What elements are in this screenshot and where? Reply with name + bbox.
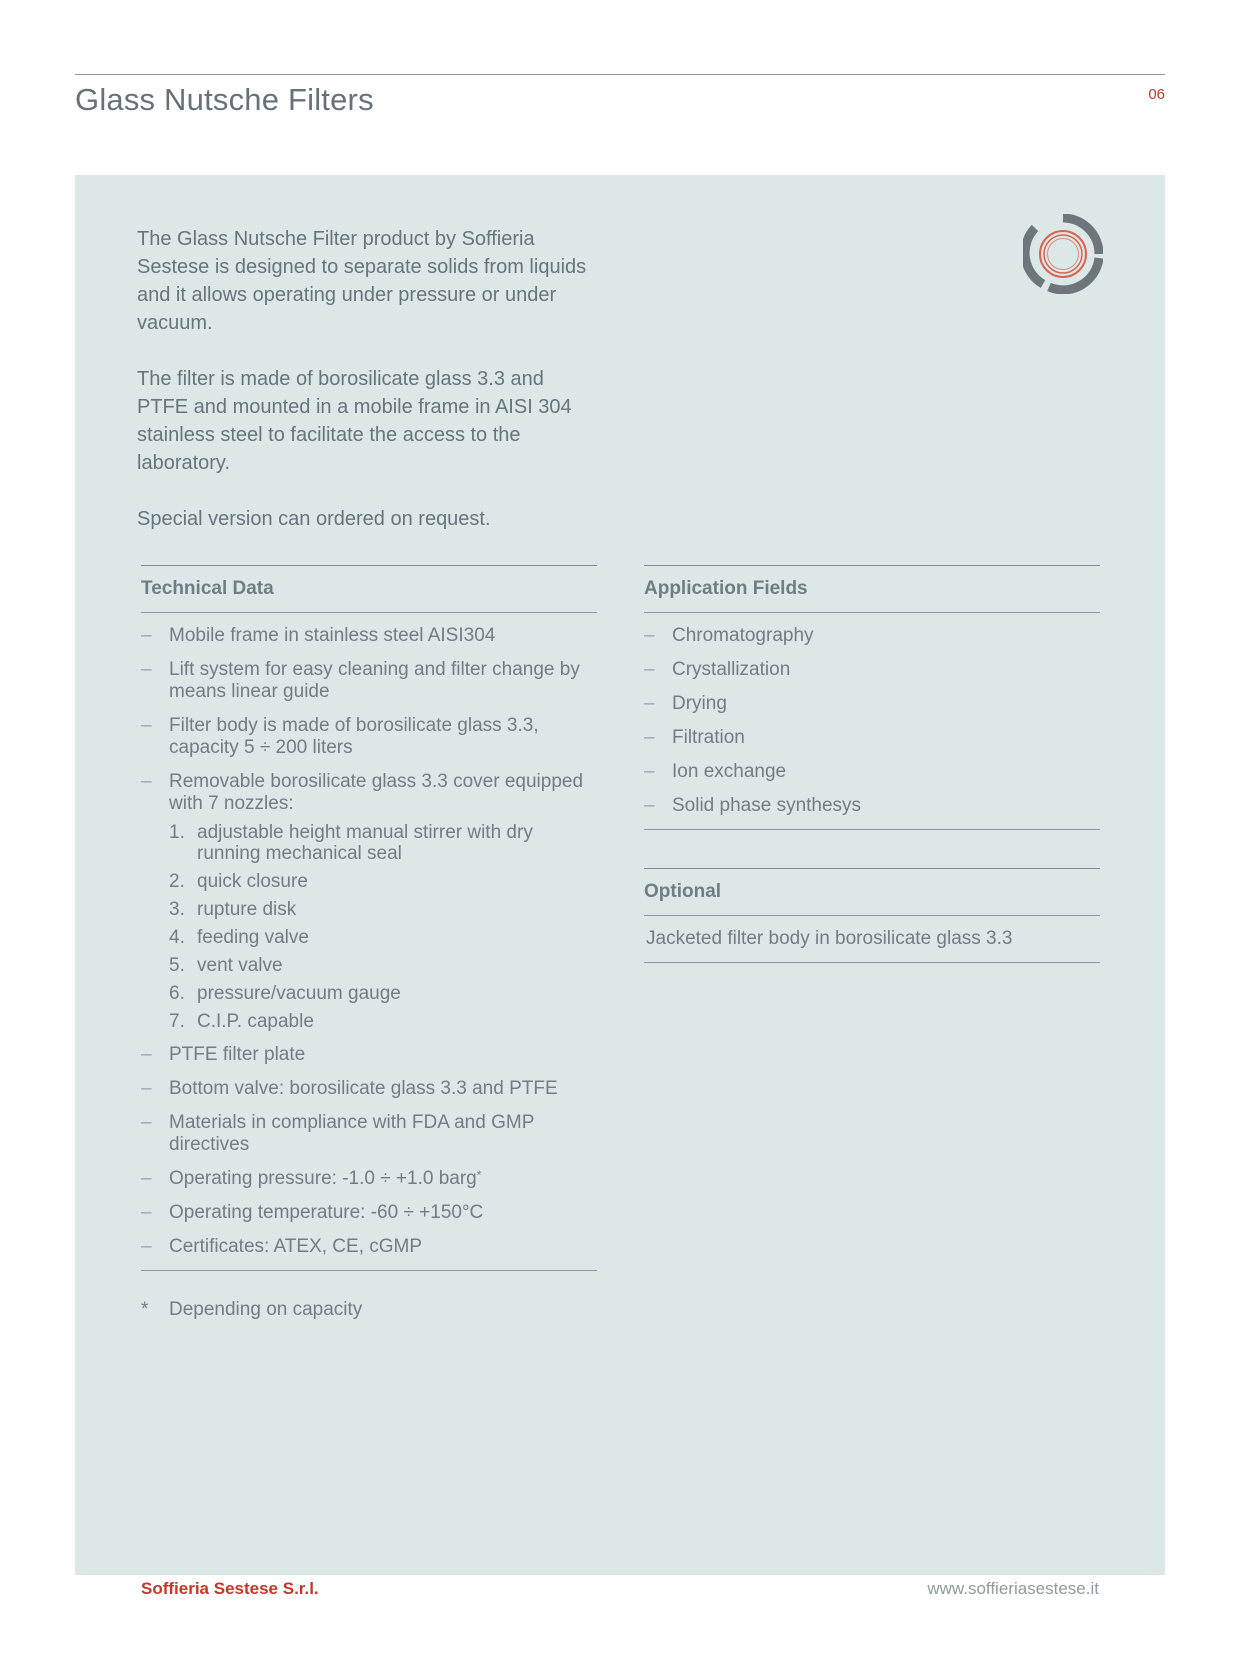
nozzle-text: quick closure <box>197 871 308 892</box>
nozzle-text: rupture disk <box>197 899 297 920</box>
page-title: Glass Nutsche Filters <box>75 82 374 117</box>
footnote <box>141 1299 597 1321</box>
list-item <box>141 1202 597 1224</box>
nozzle-item <box>169 1011 597 1032</box>
footnote-marker: * <box>476 1168 482 1182</box>
nozzle-item <box>169 899 597 920</box>
header-rule <box>75 74 1165 75</box>
nozzle-text: pressure/vacuum gauge <box>197 983 401 1004</box>
technical-data-list <box>141 613 597 1271</box>
nozzle-item <box>169 822 597 864</box>
list-item <box>644 659 1100 681</box>
dash-bullet: – <box>141 1168 152 1189</box>
list-item <box>141 715 597 759</box>
dash-bullet: – <box>644 795 655 816</box>
item-text: Filtration <box>672 727 745 748</box>
dash-bullet: – <box>141 1044 152 1065</box>
list-item <box>141 659 597 703</box>
technical-data-heading: Technical Data <box>141 565 597 613</box>
page-number: 06 <box>1148 86 1165 103</box>
dash-bullet: – <box>644 727 655 748</box>
item-text: Drying <box>672 693 727 714</box>
nozzle-number: 1. <box>169 822 185 843</box>
list-item <box>644 625 1100 647</box>
nozzle-item <box>169 871 597 892</box>
dash-bullet: – <box>141 625 152 646</box>
footnote-text: Depending on capacity <box>169 1299 363 1320</box>
item-text: PTFE filter plate <box>169 1044 306 1065</box>
optional-text: Jacketed filter body in borosilicate glass 3.3 <box>644 916 1100 963</box>
item-text: Lift system for easy cleaning and filter change by means linear guide <box>169 659 580 702</box>
dash-bullet: – <box>141 1236 152 1257</box>
item-text: Bottom valve: borosilicate glass 3.3 and PTFE <box>169 1078 558 1099</box>
item-text: Filter body is made of borosilicate glass 3.3, capacity 5 ÷ 200 liters <box>169 715 539 758</box>
list-item <box>644 761 1100 783</box>
nozzle-item <box>169 983 597 1004</box>
item-text: Chromatography <box>672 625 814 646</box>
item-text: Certificates: ATEX, CE, cGMP <box>169 1236 423 1257</box>
item-text: Operating pressure: -1.0 ÷ +1.0 barg <box>169 1168 477 1189</box>
dash-bullet: – <box>141 771 152 792</box>
nozzle-text: C.I.P. capable <box>197 1011 314 1032</box>
dash-bullet: – <box>141 1078 152 1099</box>
nozzle-number: 5. <box>169 955 185 976</box>
dash-bullet: – <box>644 625 655 646</box>
dash-bullet: – <box>141 659 152 680</box>
nozzle-text: vent valve <box>197 955 283 976</box>
footnote-star: * <box>141 1299 149 1320</box>
application-fields-section <box>644 565 1100 963</box>
footer-company: Soffieria Sestese S.r.l. <box>141 1579 319 1598</box>
nozzle-number: 6. <box>169 983 185 1004</box>
item-text: Operating temperature: -60 ÷ +150°C <box>169 1202 484 1223</box>
nozzle-number: 2. <box>169 871 185 892</box>
item-text: Solid phase synthesys <box>672 795 862 816</box>
intro-text <box>137 225 597 561</box>
intro-paragraph: Special version can ordered on request. <box>137 508 491 530</box>
optional-section <box>644 868 1100 963</box>
nozzle-item <box>169 927 597 948</box>
nozzle-number: 4. <box>169 927 185 948</box>
soffieria-ring-logo-icon <box>1023 214 1103 294</box>
list-item <box>141 1112 597 1156</box>
item-text: Mobile frame in stainless steel AISI304 <box>169 625 496 646</box>
nozzle-number: 7. <box>169 1011 185 1032</box>
nozzle-text: feeding valve <box>197 927 309 948</box>
list-item <box>141 1078 597 1100</box>
item-text: Crystallization <box>672 659 791 680</box>
list-item <box>141 1044 597 1066</box>
footer-website-link[interactable]: www.soffieriasestese.it <box>927 1579 1099 1598</box>
application-fields-heading: Application Fields <box>644 565 1100 613</box>
intro-paragraph: The filter is made of borosilicate glass 3.3 and PTFE and mounted in a mobile frame in AISI 304 stainless steel to facilitate the access to the laboratory. <box>137 368 572 474</box>
dash-bullet: – <box>141 1112 152 1133</box>
optional-heading: Optional <box>644 868 1100 916</box>
nozzle-number: 3. <box>169 899 185 920</box>
dash-bullet: – <box>644 659 655 680</box>
dash-bullet: – <box>644 761 655 782</box>
item-text: Materials in compliance with FDA and GMP directives <box>169 1112 535 1155</box>
nozzle-text: adjustable height manual stirrer with dry running mechanical seal <box>197 822 533 864</box>
list-item <box>141 1236 597 1258</box>
technical-data-section <box>141 565 597 1321</box>
dash-bullet: – <box>141 1202 152 1223</box>
intro-paragraph: The Glass Nutsche Filter product by Soffieria Sestese is designed to separate solids from liquids and it allows operating under pressure or under vacuum. <box>137 228 587 334</box>
item-text: Removable borosilicate glass 3.3 cover equipped with 7 nozzles: <box>169 771 584 814</box>
nozzle-item <box>169 955 597 976</box>
list-item <box>141 771 597 1032</box>
list-item <box>141 625 597 647</box>
list-item <box>644 727 1100 749</box>
list-item <box>644 693 1100 715</box>
list-item <box>644 795 1100 817</box>
list-item <box>141 1168 597 1190</box>
item-text: Ion exchange <box>672 761 787 782</box>
dash-bullet: – <box>141 715 152 736</box>
dash-bullet: – <box>644 693 655 714</box>
application-fields-list <box>644 613 1100 830</box>
nozzle-list <box>169 822 597 1032</box>
